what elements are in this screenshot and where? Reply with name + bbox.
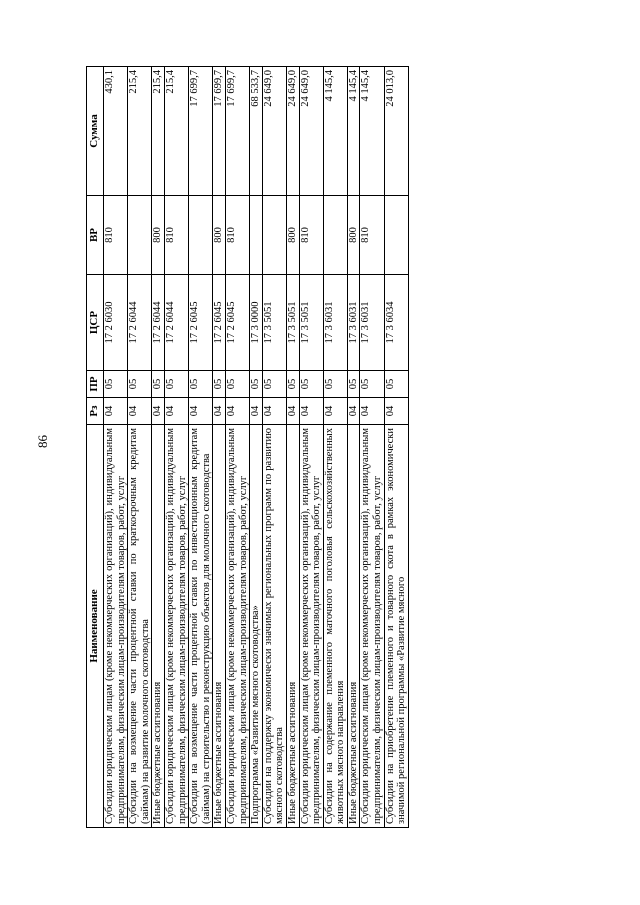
- row-rz: 04: [128, 398, 152, 425]
- table-row: [360, 67, 384, 828]
- row-vr: 800: [286, 196, 299, 275]
- header-csr: ЦСР: [87, 275, 104, 371]
- header-rz: Рз: [87, 398, 104, 425]
- row-csr: 17 3 6031: [360, 275, 384, 371]
- row-vr: [384, 196, 408, 275]
- header-vr: ВР: [87, 196, 104, 275]
- row-vr: [250, 196, 263, 275]
- row-rz: 04: [360, 398, 384, 425]
- table-row: [164, 67, 188, 828]
- row-rz: 04: [250, 398, 263, 425]
- row-csr: 17 2 6044: [164, 275, 188, 371]
- row-sum: 24 013,0: [384, 67, 408, 196]
- row-sum: 68 533,7: [250, 67, 263, 196]
- row-rz: 04: [262, 398, 286, 425]
- table-header-row: [87, 67, 104, 828]
- row-sum: 17 699,7: [225, 67, 249, 196]
- row-sum: 24 649,0: [262, 67, 286, 196]
- row-sum: 215,4: [164, 67, 188, 196]
- row-csr: 17 3 6031: [347, 275, 360, 371]
- row-vr: [262, 196, 286, 275]
- row-name: Иные бюджетные ассигнования: [347, 425, 360, 828]
- row-csr: 17 3 6034: [384, 275, 408, 371]
- row-vr: 800: [152, 196, 165, 275]
- table-row: [286, 67, 299, 828]
- row-vr: 810: [360, 196, 384, 275]
- row-csr: 17 3 5051: [286, 275, 299, 371]
- row-csr: 17 3 5051: [262, 275, 286, 371]
- row-pr: 05: [360, 371, 384, 398]
- row-name: Иные бюджетные ассигнования: [286, 425, 299, 828]
- table-row: [189, 67, 213, 828]
- row-pr: 05: [104, 371, 128, 398]
- row-pr: 05: [299, 371, 323, 398]
- row-sum: 215,4: [152, 67, 165, 196]
- row-rz: 04: [152, 398, 165, 425]
- row-vr: [128, 196, 152, 275]
- row-rz: 04: [189, 398, 213, 425]
- row-pr: 05: [347, 371, 360, 398]
- row-name: Субсидии на возмещение части процентной ставки по инвестиционным кредитам (займам) на строительство и реконструкцию объектов для молочного скотоводства: [189, 425, 213, 828]
- row-sum: 4 145,4: [323, 67, 347, 196]
- row-rz: 04: [299, 398, 323, 425]
- row-csr: 17 2 6044: [152, 275, 165, 371]
- row-sum: 17 699,7: [189, 67, 213, 196]
- row-name: Субсидии юридическим лицам (кроме некоммерческих организаций), индивидуальным предпринимателям, физическим лицам-производителям товаров, работ, услуг: [360, 425, 384, 828]
- row-vr: 800: [213, 196, 226, 275]
- row-sum: 430,1: [104, 67, 128, 196]
- row-name: Субсидии на приобретение племенного и товарного скота в рамках экономически значимой региональной программы «Развитие мясного: [384, 425, 408, 828]
- table-row: [104, 67, 128, 828]
- row-name: Подпрограмма «Развитие мясного скотоводства»: [250, 425, 263, 828]
- header-sum: Сумма: [87, 67, 104, 196]
- row-pr: 05: [189, 371, 213, 398]
- header-pr: ПР: [87, 371, 104, 398]
- row-csr: 17 3 6031: [323, 275, 347, 371]
- row-pr: 05: [128, 371, 152, 398]
- row-name: Субсидии на содержание племенного маточного поголовья сельскохозяйственных животных мясного направления: [323, 425, 347, 828]
- row-csr: 17 2 6030: [104, 275, 128, 371]
- row-pr: 05: [262, 371, 286, 398]
- row-csr: 17 2 6044: [128, 275, 152, 371]
- row-name: Субсидии юридическим лицам (кроме некоммерческих организаций), индивидуальным предпринимателям, физическим лицам-производителям товаров, работ, услуг: [164, 425, 188, 828]
- rotated-page-content: [86, 67, 560, 828]
- table-row: [152, 67, 165, 828]
- row-vr: 810: [164, 196, 188, 275]
- row-sum: 24 649,0: [286, 67, 299, 196]
- row-rz: 04: [323, 398, 347, 425]
- row-rz: 04: [104, 398, 128, 425]
- table-row: [128, 67, 152, 828]
- row-vr: 810: [225, 196, 249, 275]
- row-vr: 800: [347, 196, 360, 275]
- row-vr: 810: [104, 196, 128, 275]
- row-rz: 04: [384, 398, 408, 425]
- row-pr: 05: [384, 371, 408, 398]
- row-name: Субсидии юридическим лицам (кроме некоммерческих организаций), индивидуальным предпринимателям, физическим лицам-производителям товаров, работ, услуг: [299, 425, 323, 828]
- budget-table: [86, 66, 409, 828]
- row-csr: 17 2 6045: [213, 275, 226, 371]
- row-rz: 04: [286, 398, 299, 425]
- table-row: [347, 67, 360, 828]
- table-row: [299, 67, 323, 828]
- row-csr: 17 3 5051: [299, 275, 323, 371]
- row-name: Иные бюджетные ассигнования: [152, 425, 165, 828]
- table-row: [213, 67, 226, 828]
- row-pr: 05: [213, 371, 226, 398]
- row-sum: 4 145,4: [360, 67, 384, 196]
- row-sum: 24 649,0: [299, 67, 323, 196]
- row-rz: 04: [225, 398, 249, 425]
- row-pr: 05: [152, 371, 165, 398]
- row-sum: 4 145,4: [347, 67, 360, 196]
- page-number: 86: [35, 435, 50, 448]
- row-csr: 17 3 0000: [250, 275, 263, 371]
- row-name: Субсидии юридическим лицам (кроме некоммерческих организаций), индивидуальным предпринимателям, физическим лицам-производителям товаров, работ, услуг: [225, 425, 249, 828]
- row-name: Субсидии на поддержку экономически значимых региональных программ по развитию мясного скотоводства: [262, 425, 286, 828]
- header-name: Наименование: [87, 425, 104, 828]
- row-sum: 17 699,7: [213, 67, 226, 196]
- table-row: [250, 67, 263, 828]
- row-pr: 05: [286, 371, 299, 398]
- table-row: [323, 67, 347, 828]
- row-pr: 05: [323, 371, 347, 398]
- row-sum: 215,4: [128, 67, 152, 196]
- table-row: [225, 67, 249, 828]
- row-pr: 05: [164, 371, 188, 398]
- row-vr: [189, 196, 213, 275]
- row-rz: 04: [347, 398, 360, 425]
- table-row: [262, 67, 286, 828]
- row-csr: 17 2 6045: [189, 275, 213, 371]
- row-name: Иные бюджетные ассигнования: [213, 425, 226, 828]
- row-csr: 17 2 6045: [225, 275, 249, 371]
- row-vr: 810: [299, 196, 323, 275]
- table-row: [384, 67, 408, 828]
- row-pr: 05: [250, 371, 263, 398]
- row-rz: 04: [164, 398, 188, 425]
- row-vr: [323, 196, 347, 275]
- row-name: Субсидии юридическим лицам (кроме некоммерческих организаций), индивидуальным предпринимателям, физическим лицам-производителям товаров, работ, услуг: [104, 425, 128, 828]
- row-pr: 05: [225, 371, 249, 398]
- row-rz: 04: [213, 398, 226, 425]
- row-name: Субсидии на возмещение части процентной ставки по краткосрочным кредитам (займам) на развитие молочного скотоводства: [128, 425, 152, 828]
